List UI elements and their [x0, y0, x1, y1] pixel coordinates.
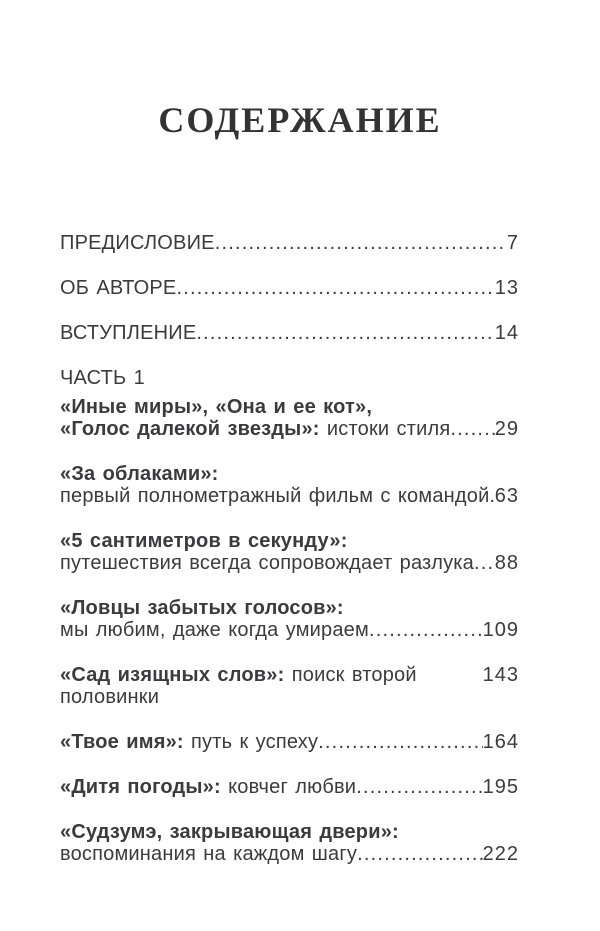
entry-label: ВСТУПЛЕНИЕ	[60, 322, 197, 344]
page-number: 88	[494, 552, 519, 574]
entry-line	[60, 322, 519, 344]
page-number: 109	[482, 619, 519, 641]
page-number: 14	[494, 322, 519, 344]
dot-leader	[215, 232, 507, 254]
entry-label: ПРЕДИСЛОВИЕ	[60, 232, 215, 254]
toc-entry-early-works	[60, 396, 519, 440]
page-number: 13	[494, 277, 519, 299]
dot-leader	[474, 552, 495, 574]
entry-line	[60, 530, 519, 552]
dot-leader	[450, 418, 494, 440]
entry-subtitle: воспоминания на каждом шагу	[60, 843, 358, 865]
entry-line	[60, 485, 519, 507]
dot-leader	[176, 277, 494, 299]
entry-line	[60, 552, 519, 574]
entry-subtitle: ковчег любви	[220, 776, 357, 798]
entry-line	[60, 619, 519, 641]
page-number: 195	[482, 776, 519, 798]
entry-line	[60, 821, 519, 843]
page-number: 63	[494, 485, 519, 507]
toc-entry-children-who-chase-lost-voices	[60, 597, 519, 641]
entry-title: «Сад изящных слов»:	[60, 664, 285, 686]
page-title: СОДЕРЖАНИЕ	[158, 100, 442, 140]
entry-line	[60, 776, 519, 798]
entry-line	[60, 396, 519, 418]
page-number: 164	[482, 731, 519, 753]
entry-line	[60, 277, 519, 299]
entry-subtitle: путь к успеху	[183, 731, 319, 753]
toc-part-heading	[60, 367, 519, 389]
toc-entry-beyond-the-clouds	[60, 463, 519, 507]
entry-title: «Ловцы забытых голосов»:	[60, 597, 344, 619]
entry-title: «5 сантиметров в секунду»:	[60, 530, 348, 552]
entry-title: «Судзумэ, закрывающая двери»:	[60, 821, 399, 843]
page-number: 29	[494, 418, 519, 440]
entry-subtitle: путешествия всегда сопровождает разлука	[60, 552, 474, 574]
entry-label: ОБ АВТОРЕ	[60, 277, 177, 299]
dot-leader	[369, 619, 483, 641]
dot-leader	[196, 322, 494, 344]
entry-line	[60, 731, 519, 753]
entry-subtitle: поиск второй половинки	[60, 664, 424, 708]
entry-title: «За облаками»:	[60, 463, 219, 485]
entry-title: «Голос далекой звезды»:	[60, 418, 320, 440]
dot-leader	[318, 731, 482, 753]
entry-title: «Иные миры», «Она и ее кот»,	[60, 396, 373, 418]
entry-line	[60, 843, 519, 865]
entry-line	[60, 463, 519, 485]
part-label: ЧАСТЬ 1	[60, 367, 145, 389]
page-number: 143	[482, 664, 519, 686]
entry-line	[60, 418, 519, 440]
dot-leader	[357, 843, 483, 865]
entry-subtitle: истоки стиля	[319, 418, 451, 440]
entry-subtitle: мы любим, даже когда умираем	[60, 619, 369, 641]
page-number: 7	[506, 232, 519, 254]
entry-line	[60, 664, 519, 708]
toc-entry-your-name	[60, 731, 519, 753]
entry-line	[60, 597, 519, 619]
toc-entry-garden-of-words	[60, 664, 519, 708]
toc-entry-about-author	[60, 277, 519, 299]
toc-entry-suzume	[60, 821, 519, 865]
entry-line	[60, 367, 519, 389]
entry-title: «Твое имя»:	[60, 731, 184, 753]
entry-line	[60, 232, 519, 254]
page-number: 222	[482, 843, 519, 865]
toc-entry-preface	[60, 232, 519, 254]
entry-subtitle: первый полнометражный фильм с командой	[60, 485, 490, 507]
entry-title: «Дитя погоды»:	[60, 776, 221, 798]
toc-entry-weathering-with-you	[60, 776, 519, 798]
toc-entry-5cm-per-second	[60, 530, 519, 574]
dot-leader	[356, 776, 482, 798]
toc-list	[60, 232, 519, 865]
toc-entry-introduction	[60, 322, 519, 344]
